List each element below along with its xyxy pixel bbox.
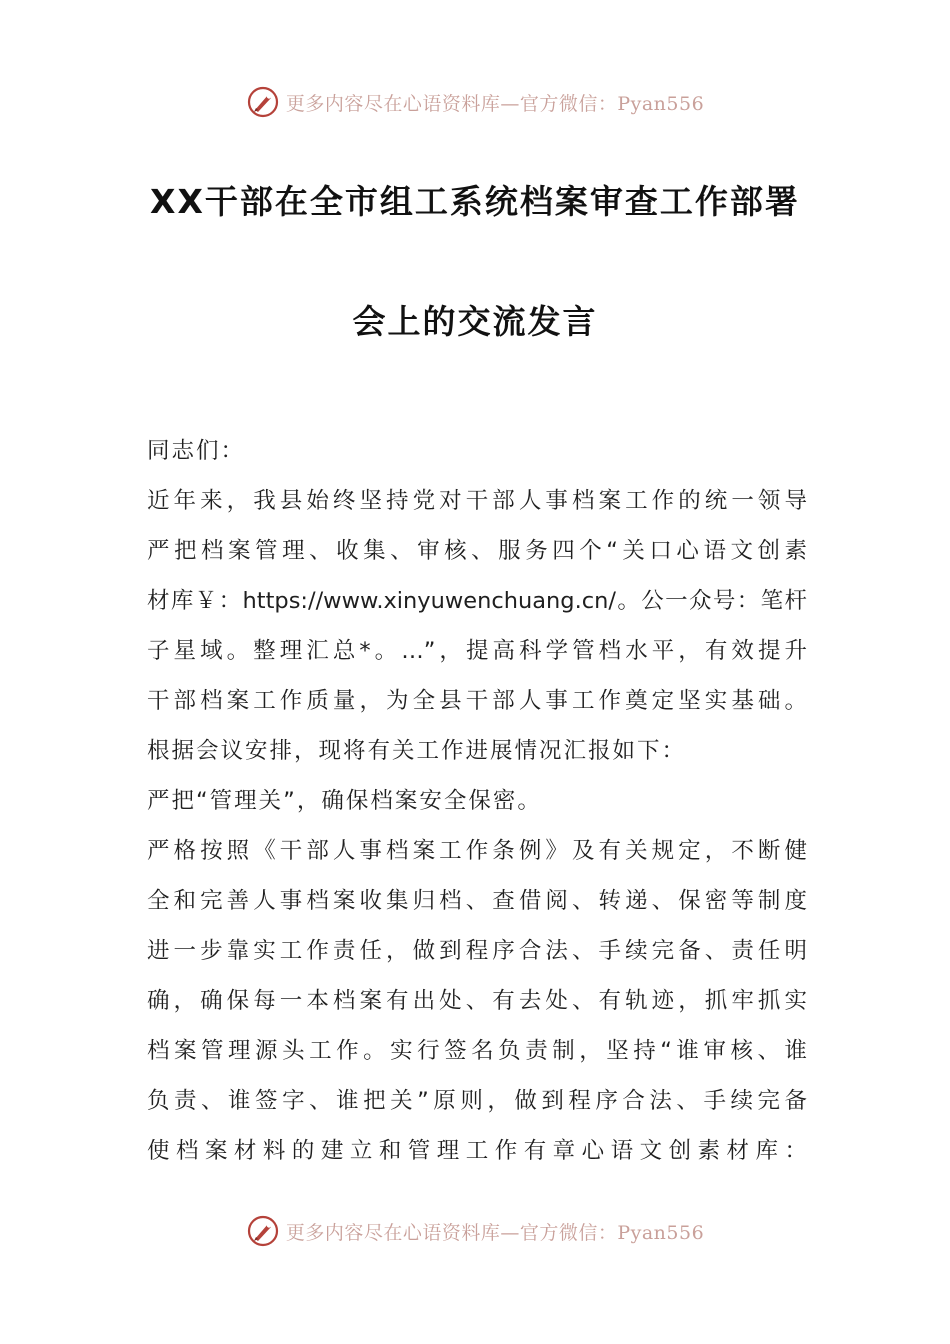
body-line: 使档案材料的建立和管理工作有章心语文创素材库： [147, 1138, 807, 1164]
body-line: 严把档案管理、收集、审核、服务四个“关口心语文创素 [147, 538, 807, 564]
watermark-banner-top [0, 82, 950, 122]
watermark-text: 更多内容尽在心语资料库—官方微信：Pyan556 [285, 92, 705, 115]
pen-nib-logo-icon [246, 85, 280, 119]
body-line: 子星域。整理汇总*。…”，提高科学管档水平，有效提升 [147, 638, 807, 664]
document-body [147, 426, 807, 1176]
document-title-line2: 会上的交流发言 [352, 302, 598, 341]
document-title-line1: XX干部在全市组工系统档案审查工作部署 [150, 182, 800, 221]
watermark-text: 更多内容尽在心语资料库—官方微信：Pyan556 [285, 1221, 705, 1244]
body-line: 确，确保每一本档案有出处、有去处、有轨迹，抓牢抓实 [147, 988, 807, 1014]
body-line: 材库￥：https://www.xinyuwenchuang.cn/。公一众号：笔杆 [147, 588, 807, 614]
body-line: 严格按照《干部人事档案工作条例》及有关规定，不断健 [147, 838, 807, 864]
pen-nib-logo-icon [246, 1214, 280, 1248]
body-line: 同志们： [147, 438, 246, 464]
body-line: 干部档案工作质量，为全县干部人事工作奠定坚实基础。 [147, 688, 807, 714]
body-line: 根据会议安排，现将有关工作进展情况汇报如下： [147, 738, 687, 764]
section-heading: 严把“管理关”，确保档案安全保密。 [147, 788, 542, 814]
body-line: 档案管理源头工作。实行签名负责制，坚持“谁审核、谁 [147, 1038, 807, 1064]
watermark-banner-bottom [0, 1211, 950, 1251]
body-line: 进一步靠实工作责任，做到程序合法、手续完备、责任明 [147, 938, 807, 964]
body-line: 负责、谁签字、谁把关”原则，做到程序合法、手续完备 [147, 1088, 807, 1114]
body-line: 全和完善人事档案收集归档、查借阅、转递、保密等制度 [147, 888, 807, 914]
body-line: 近年来，我县始终坚持党对干部人事档案工作的统一领导 [147, 488, 807, 514]
